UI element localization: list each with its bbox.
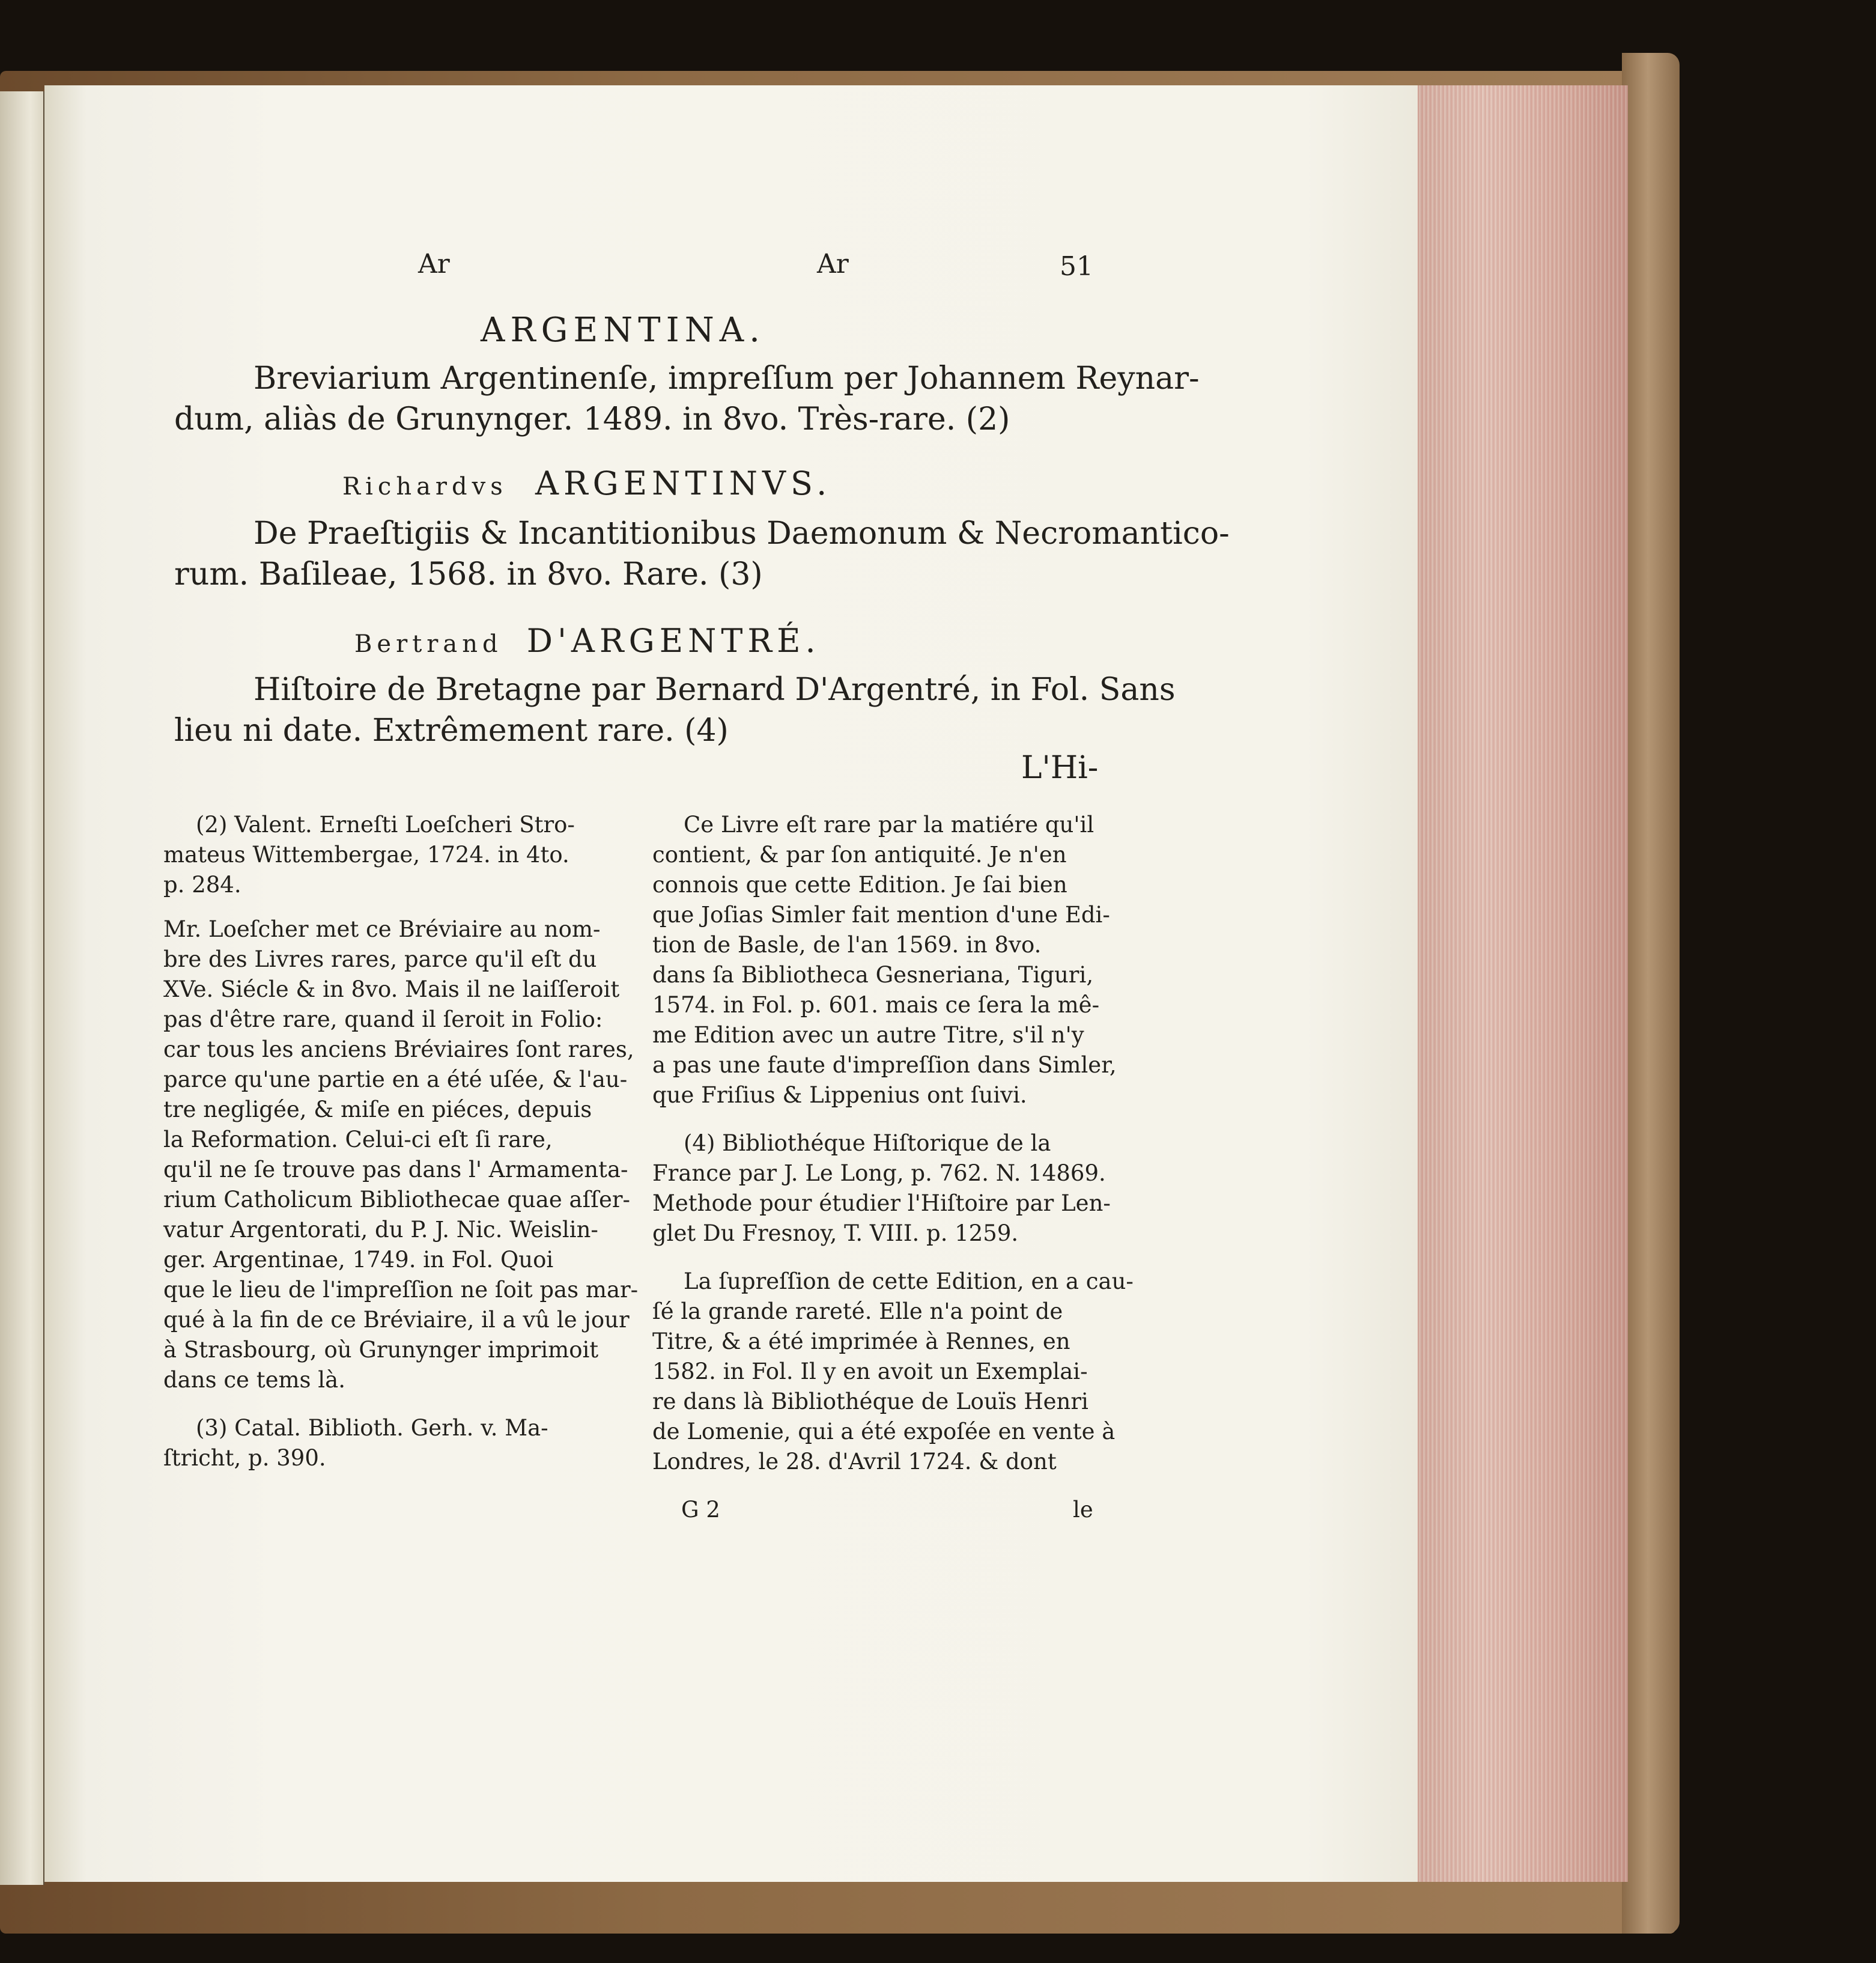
note-line: la Reformation. Celui-ci eſt ſi rare, bbox=[163, 1127, 553, 1152]
note-line: La ſupreſſion de cette Edition, en a cau- bbox=[684, 1268, 1134, 1294]
note-line: glet Du Fresnoy, T. VIII. p. 1259. bbox=[652, 1220, 1019, 1246]
note-line: de Lomenie, qui a été expoſée en vente à bbox=[652, 1419, 1116, 1444]
note-line: re dans là Bibliothéque de Louïs Henri bbox=[652, 1389, 1088, 1414]
note-line: contient, & par ſon antiquité. Je n'en bbox=[652, 842, 1067, 868]
note-line: qu'il ne ſe trouve pas dans l' Armamenta- bbox=[163, 1157, 628, 1182]
note-line: dans ſa Bibliotheca Gesneriana, Tiguri, bbox=[652, 962, 1094, 988]
footer-catchword: le bbox=[1073, 1497, 1093, 1523]
note-line: dans ce tems là. bbox=[163, 1367, 345, 1393]
note-line: tion de Basle, de l'an 1569. in 8vo. bbox=[652, 932, 1042, 958]
heading-surname: ARGENTINVS. bbox=[535, 464, 832, 502]
note-line: mateus Wittembergae, 1724. in 4to. bbox=[163, 842, 569, 868]
entry-line: De Praeſtigiis & Incantitionibus Daemonum & Necromantico- bbox=[253, 516, 1230, 552]
note-line: (4) Bibliothéque Hiſtorique de la bbox=[684, 1130, 1051, 1156]
entry-heading-dargentre bbox=[354, 622, 1135, 660]
note-line: que Friſius & Lippenius ont ſuivi. bbox=[652, 1082, 1027, 1108]
left-page-edge bbox=[0, 91, 44, 1885]
note-line: (2) Valent. Erneſti Loeſcheri Stro- bbox=[196, 812, 575, 838]
entry-line: Hiſtoire de Bretagne par Bernard D'Argentré, in Fol. Sans bbox=[253, 672, 1176, 708]
note-line: 1582. in Fol. Il y en avoit un Exemplai- bbox=[652, 1359, 1088, 1384]
running-head-left: Ar bbox=[418, 249, 450, 279]
entry-heading-argentina: ARGENTINA. bbox=[481, 311, 765, 350]
note-line: ſtricht, p. 390. bbox=[163, 1445, 326, 1471]
note-line: connois que cette Edition. Je ſai bien bbox=[652, 872, 1067, 898]
note-line: Titre, & a été imprimée à Rennes, en bbox=[652, 1328, 1070, 1354]
note-line: Ce Livre eſt rare par la matiére qu'il bbox=[684, 812, 1094, 838]
note-line: que le lieu de l'impreſſion ne ſoit pas mar- bbox=[163, 1277, 639, 1303]
catchword: L'Hi- bbox=[1021, 750, 1099, 786]
note-line: 1574. in Fol. p. 601. mais ce ſera la mê- bbox=[652, 992, 1100, 1018]
entry-line: lieu ni date. Extrêmement rare. (4) bbox=[174, 713, 729, 749]
note-line: à Strasbourg, où Grunynger imprimoit bbox=[163, 1337, 599, 1363]
note-line: ſé la grande rareté. Elle n'a point de bbox=[652, 1298, 1063, 1324]
entry-line: rum. Baſileae, 1568. in 8vo. Rare. (3) bbox=[174, 556, 763, 592]
note-line: tre negligée, & miſe en piéces, depuis bbox=[163, 1097, 592, 1122]
note-line: car tous les anciens Bréviaires ſont rares, bbox=[163, 1036, 634, 1062]
note-line: Methode pour étudier l'Hiſtoire par Len- bbox=[652, 1190, 1111, 1216]
page-number: 51 bbox=[1060, 251, 1093, 282]
note-line: parce qu'une partie en a été uſée, & l'au- bbox=[163, 1067, 628, 1092]
note-line: que Joſias Simler fait mention d'une Edi- bbox=[652, 902, 1110, 928]
note-line: XVe. Siécle & in 8vo. Mais il ne laiſſeroit bbox=[163, 976, 620, 1002]
note-line: Mr. Loeſcher met ce Bréviaire au nom- bbox=[163, 916, 601, 942]
note-line: rium Catholicum Bibliothecae quae aſſer- bbox=[163, 1187, 631, 1213]
entry-line: Breviarium Argentinenſe, impreſſum per Johannem Reynar- bbox=[253, 361, 1200, 397]
page-edge-stack bbox=[1418, 85, 1628, 1882]
note-line: p. 284. bbox=[163, 872, 241, 898]
heading-surname: D'ARGENTRÉ. bbox=[526, 622, 821, 660]
note-line: pas d'être rare, quand il ſeroit in Folio: bbox=[163, 1006, 603, 1032]
book-cover-edge bbox=[1622, 53, 1680, 1934]
signature-mark: G 2 bbox=[681, 1497, 720, 1523]
running-head-center: Ar bbox=[817, 249, 849, 279]
note-line: (3) Catal. Biblioth. Gerh. v. Ma- bbox=[196, 1415, 548, 1441]
note-line: vatur Argentorati, du P. J. Nic. Weislin- bbox=[163, 1217, 598, 1243]
heading-first-name: Bertrand bbox=[354, 630, 503, 658]
note-line: France par J. Le Long, p. 762. N. 14869. bbox=[652, 1160, 1106, 1186]
book-page bbox=[44, 85, 1418, 1882]
notes-right-column bbox=[652, 814, 1145, 1481]
notes-left-column bbox=[163, 814, 669, 1477]
entry-heading-argentinus bbox=[342, 464, 1123, 502]
note-line: a pas une faute d'impreſſion dans Simler, bbox=[652, 1052, 1117, 1078]
note-line: qué à la fin de ce Bréviaire, il a vû le jour bbox=[163, 1307, 630, 1333]
note-line: bre des Livres rares, parce qu'il eſt du bbox=[163, 946, 597, 972]
note-line: Londres, le 28. d'Avril 1724. & dont bbox=[652, 1449, 1057, 1475]
heading-first-name: Richardvs bbox=[342, 473, 508, 501]
note-line: ger. Argentinae, 1749. in Fol. Quoi bbox=[163, 1247, 554, 1273]
note-line: me Edition avec un autre Titre, s'il n'y bbox=[652, 1022, 1084, 1048]
entry-line: dum, aliàs de Grunynger. 1489. in 8vo. Très-rare. (2) bbox=[174, 401, 1010, 437]
